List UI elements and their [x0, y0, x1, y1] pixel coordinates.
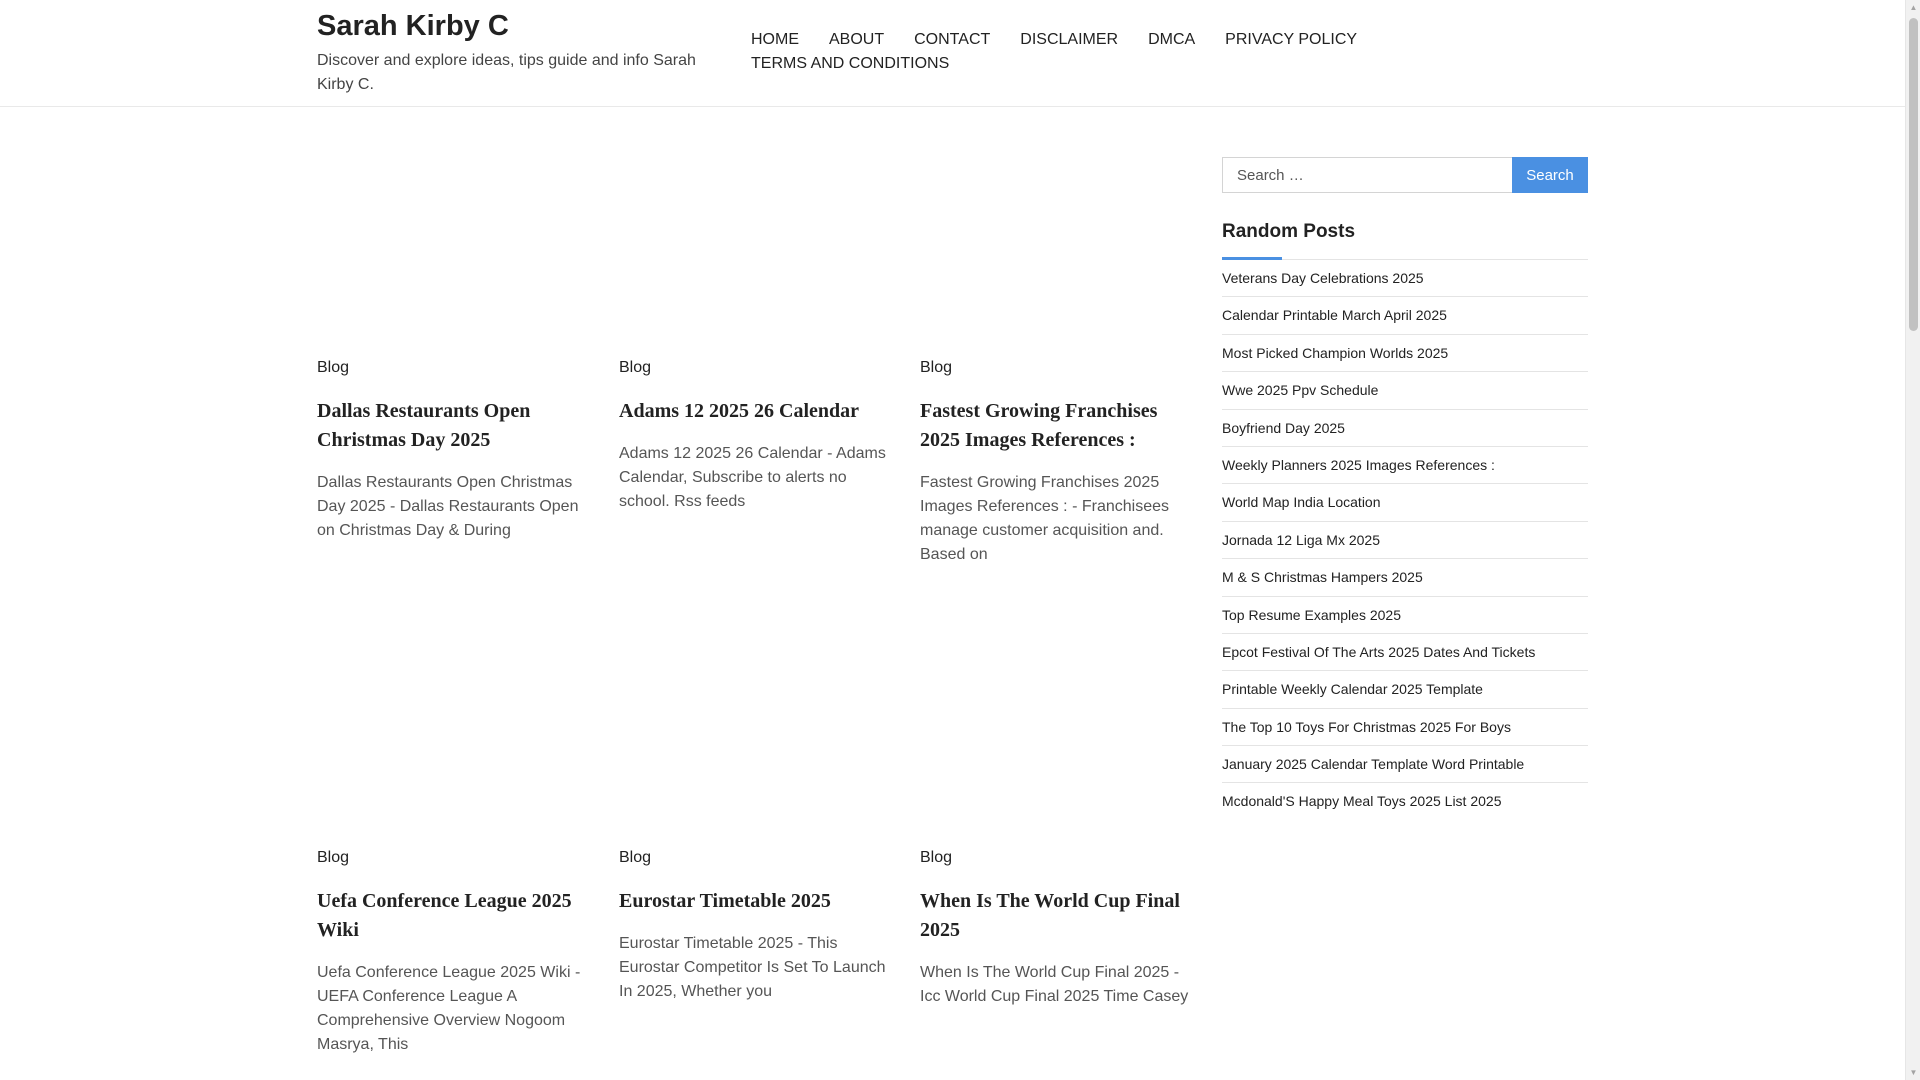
list-item — [1222, 522, 1588, 559]
list-item — [1222, 484, 1588, 521]
post-category[interactable]: Blog — [920, 849, 953, 866]
site-header — [0, 0, 1905, 107]
scrollbar-thumb[interactable] — [1909, 18, 1918, 331]
nav-item-disclaimer[interactable]: DISCLAIMER — [1020, 31, 1119, 48]
random-post-link[interactable]: Mcdonald'S Happy Meal Toys 2025 List 2025 — [1222, 793, 1502, 810]
post-excerpt: Adams 12 2025 26 Calendar - Adams Calendar, Subscribe to alerts no school. Rss feeds — [619, 445, 886, 510]
list-item — [1222, 709, 1588, 746]
random-posts-list — [1222, 260, 1588, 820]
nav-item-home[interactable]: HOME — [751, 31, 799, 48]
list-item — [1222, 634, 1588, 671]
post-card — [920, 358, 1192, 567]
search-input[interactable] — [1222, 157, 1512, 193]
list-item — [1222, 559, 1588, 596]
post-category[interactable]: Blog — [619, 359, 652, 376]
nav-item-about[interactable]: ABOUT — [829, 31, 885, 48]
random-post-link[interactable]: January 2025 Calendar Template Word Printable — [1222, 756, 1525, 773]
post-title[interactable]: Fastest Growing Franchises 2025 Images References : — [920, 400, 1158, 451]
list-item — [1222, 597, 1588, 634]
random-post-link[interactable]: Weekly Planners 2025 Images References : — [1222, 456, 1495, 473]
random-post-link[interactable]: Printable Weekly Calendar 2025 Template — [1222, 681, 1483, 698]
widget-title-divider — [1222, 259, 1588, 260]
post-excerpt: Fastest Growing Franchises 2025 Images References : - Franchisees manage customer acquisition and. Based on — [920, 474, 1169, 563]
list-item — [1222, 410, 1588, 447]
post-title[interactable]: When Is The World Cup Final 2025 — [920, 890, 1180, 941]
nav-item-dmca[interactable]: DMCA — [1148, 31, 1196, 48]
post-title[interactable]: Adams 12 2025 26 Calendar — [619, 400, 860, 422]
site-description: Discover and explore ideas, tips guide and info Sarah Kirby C. — [317, 52, 696, 93]
post-card — [317, 358, 589, 543]
random-posts-title: Random Posts — [1222, 221, 1356, 242]
scroll-up-icon[interactable]: ▲ — [1909, 3, 1918, 12]
random-post-link[interactable]: Jornada 12 Liga Mx 2025 — [1222, 531, 1380, 548]
random-post-link[interactable]: Most Picked Champion Worlds 2025 — [1222, 344, 1449, 361]
scroll-down-icon[interactable]: ▼ — [1909, 1068, 1918, 1077]
post-excerpt: Eurostar Timetable 2025 - This Eurostar Competitor Is Set To Launch In 2025, Whether you — [619, 935, 886, 1000]
list-item — [1222, 746, 1588, 783]
random-post-link[interactable]: Veterans Day Celebrations 2025 — [1222, 270, 1424, 286]
nav-item-privacy-policy[interactable]: PRIVACY POLICY — [1225, 31, 1358, 48]
random-post-link[interactable]: Boyfriend Day 2025 — [1222, 419, 1345, 436]
post-title[interactable]: Uefa Conference League 2025 Wiki — [317, 890, 572, 941]
list-item — [1222, 260, 1588, 297]
post-category[interactable]: Blog — [317, 849, 350, 866]
post-excerpt: When Is The World Cup Final 2025 - Icc World Cup Final 2025 Time Casey — [920, 964, 1189, 1005]
nav-item-contact[interactable]: CONTACT — [914, 31, 991, 48]
random-post-link[interactable]: M & S Christmas Hampers 2025 — [1222, 569, 1423, 586]
post-title[interactable]: Eurostar Timetable 2025 — [619, 890, 831, 912]
sidebar — [1222, 157, 1588, 820]
site-title[interactable]: Sarah Kirby C — [317, 10, 509, 42]
random-post-link[interactable]: Top Resume Examples 2025 — [1222, 606, 1401, 623]
list-item — [1222, 335, 1588, 372]
post-excerpt: Uefa Conference League 2025 Wiki - UEFA Conference League A Comprehensive Overview Nogoom Masrya, This — [317, 964, 581, 1053]
main-nav — [751, 28, 1391, 76]
page-scrollbar[interactable] — [1905, 0, 1920, 1080]
search-form — [1222, 157, 1588, 193]
random-post-link[interactable]: The Top 10 Toys For Christmas 2025 For Boys — [1222, 718, 1511, 735]
list-item — [1222, 372, 1588, 409]
search-button[interactable]: Search — [1512, 157, 1588, 193]
post-category[interactable]: Blog — [920, 359, 953, 376]
post-category[interactable]: Blog — [317, 359, 350, 376]
post-card — [317, 848, 589, 1057]
post-category[interactable]: Blog — [619, 849, 652, 866]
random-post-link[interactable]: Calendar Printable March April 2025 — [1222, 307, 1447, 324]
list-item — [1222, 783, 1588, 819]
post-excerpt: Dallas Restaurants Open Christmas Day 2025 - Dallas Restaurants Open on Christmas Day & During — [317, 474, 579, 539]
list-item — [1222, 297, 1588, 334]
post-card — [619, 848, 891, 1004]
list-item — [1222, 447, 1588, 484]
nav-item-terms-and-conditions[interactable]: TERMS AND CONDITIONS — [751, 55, 950, 72]
post-card — [619, 358, 891, 514]
random-post-link[interactable]: World Map India Location — [1222, 494, 1381, 511]
random-post-link[interactable]: Wwe 2025 Ppv Schedule — [1222, 382, 1379, 399]
list-item — [1222, 671, 1588, 708]
post-title[interactable]: Dallas Restaurants Open Christmas Day 2025 — [317, 400, 531, 451]
post-card — [920, 848, 1192, 1009]
random-post-link[interactable]: Epcot Festival Of The Arts 2025 Dates And Tickets — [1222, 643, 1536, 660]
